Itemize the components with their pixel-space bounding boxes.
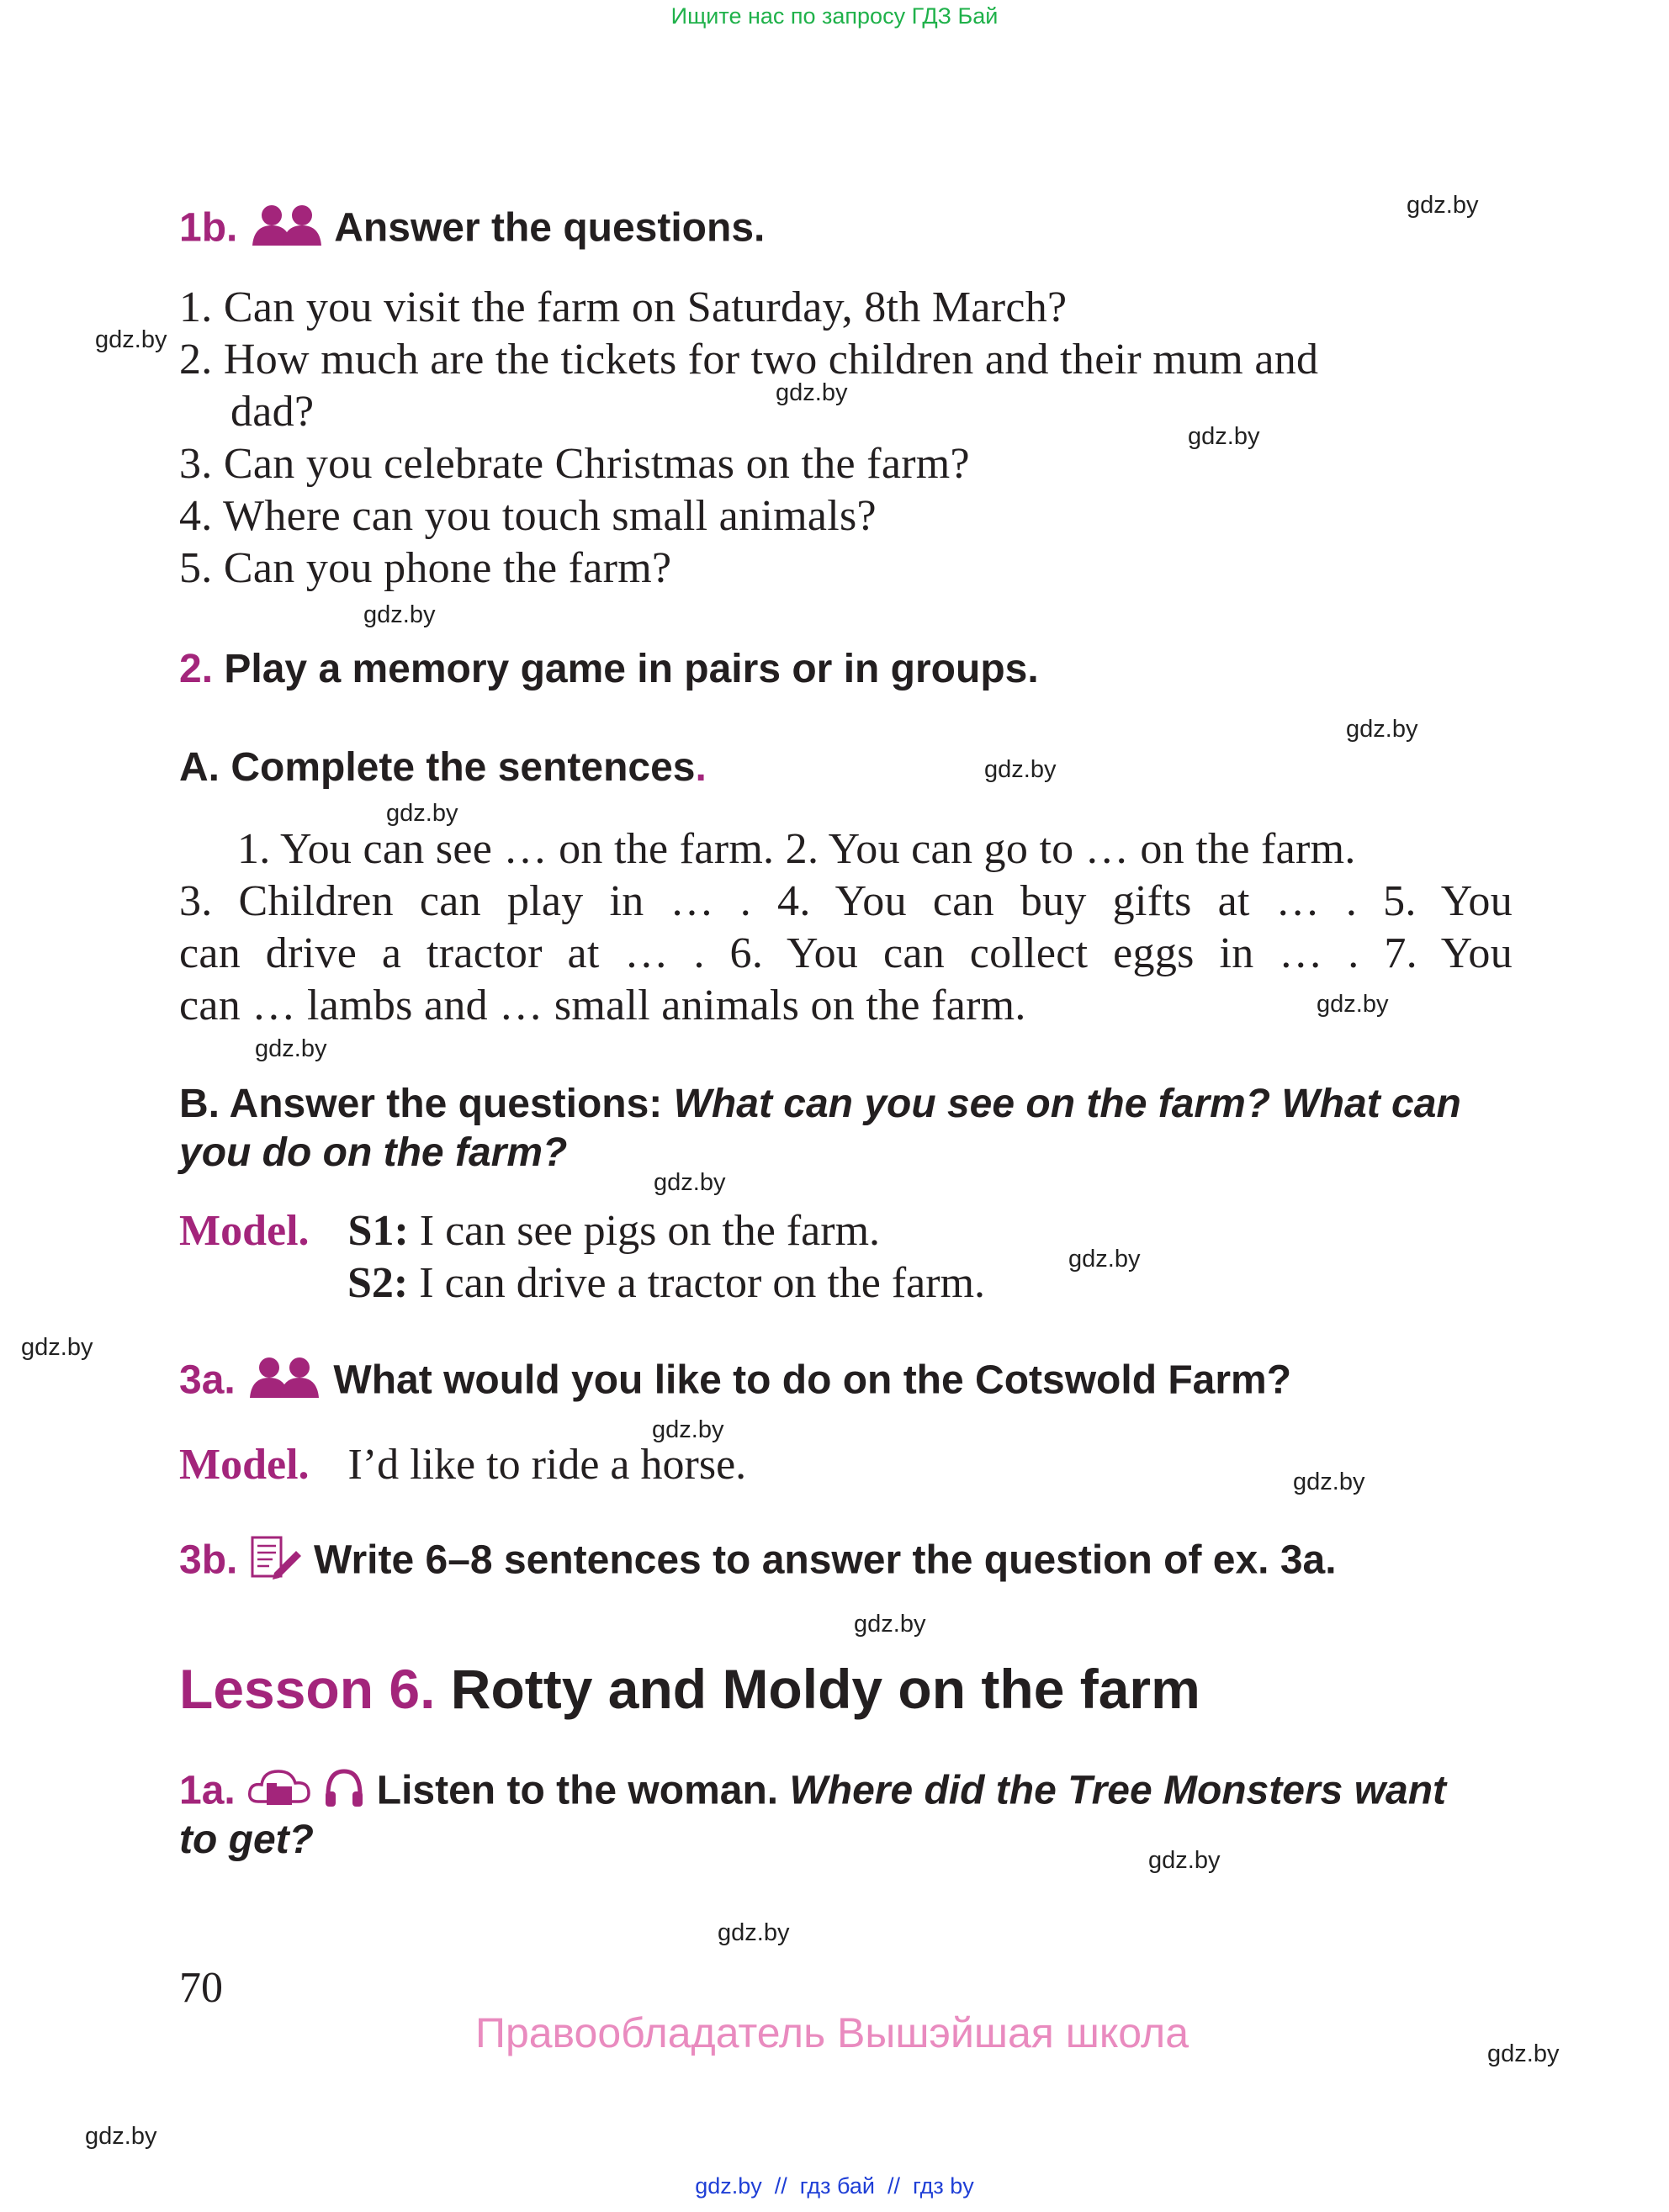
ex1b-title: Answer the questions. xyxy=(334,205,766,251)
ex2-model-s1 xyxy=(179,1206,880,1256)
ex3a-title: What would you like to do on the Cotswold Farm? xyxy=(333,1357,1292,1403)
watermark: gdz.by xyxy=(1148,1847,1221,1874)
lesson-label: Lesson 6. xyxy=(179,1658,436,1720)
footer-links[interactable]: gdz.by // гдз бай // гдз by xyxy=(695,2173,974,2199)
ex1b-question-5: 5. Can you phone the farm? xyxy=(179,544,672,592)
ex1a-heading xyxy=(179,1765,1446,1822)
ex2-part-b-line-1 xyxy=(179,1081,1461,1127)
top-banner[interactable]: Ищите нас по запросу ГДЗ Бай xyxy=(670,3,999,29)
ex2-part-a-line-4: can … lambs and … small animals on the farm. xyxy=(179,982,1026,1029)
watermark: gdz.by xyxy=(1188,423,1260,450)
s2-label: S2: xyxy=(347,1259,409,1307)
watermark: gdz.by xyxy=(255,1035,327,1062)
part-b-prefix: B. Answer the questions: xyxy=(179,1082,674,1126)
ex3b-number: 3b. xyxy=(179,1537,238,1583)
ex1b-question-2-cont: dad? xyxy=(230,388,315,436)
ex3b-title: Write 6–8 sentences to answer the question of ex. 3a. xyxy=(314,1537,1337,1583)
ex1a-text: Listen to the woman. xyxy=(376,1768,790,1813)
ex2-part-a-line-2 xyxy=(179,876,1513,926)
model-label: Model. xyxy=(179,1207,310,1255)
watermark: gdz.by xyxy=(718,1919,790,1946)
s1-label: S1: xyxy=(347,1207,409,1255)
ex2-part-a-title xyxy=(179,744,707,791)
page-number: 70 xyxy=(179,1964,223,2012)
ex2-heading xyxy=(179,646,1039,692)
watermark: gdz.by xyxy=(1487,2040,1560,2067)
watermark: gdz.by xyxy=(1407,192,1479,219)
part-a-title-text: A. Complete the sentences xyxy=(179,745,696,790)
lesson-title-text: Rotty and Moldy on the farm xyxy=(435,1658,1200,1720)
s1-text: I can see pigs on the farm. xyxy=(408,1207,881,1255)
watermark: gdz.by xyxy=(363,601,436,628)
watermark: gdz.by xyxy=(1346,716,1418,743)
ex2-part-b-line-2: you do on the farm? xyxy=(179,1130,568,1175)
ex3a-heading xyxy=(179,1356,1291,1410)
watermark: gdz.by xyxy=(386,800,458,827)
watermark: gdz.by xyxy=(85,2123,157,2150)
ex1b-heading xyxy=(179,204,765,257)
lesson-title xyxy=(179,1657,1200,1721)
watermark: gdz.by xyxy=(654,1169,726,1196)
cloud-folder-icon xyxy=(246,1765,312,1822)
watermark: gdz.by xyxy=(21,1334,93,1361)
watermark: gdz.by xyxy=(95,326,167,353)
model-label: Model. xyxy=(179,1441,310,1489)
ex2-title: Play a memory game in pairs or in groups. xyxy=(224,647,1039,691)
ex1b-question-4: 4. Where can you touch small animals? xyxy=(179,492,877,540)
pair-work-icon xyxy=(249,204,325,257)
copyright-notice: Правообладатель Вышэйшая школа xyxy=(475,2009,1189,2056)
ex3a-model-text: I’d like to ride a horse. xyxy=(347,1441,747,1489)
ex1b-question-2: 2. How much are the tickets for two children and their mum and xyxy=(179,336,1319,384)
ex1a-number: 1a. xyxy=(179,1768,236,1813)
part-a-line-3-text: can drive a tractor at … . 6. You can collect eggs in … . 7. You xyxy=(179,929,1513,977)
part-a-title-dot: . xyxy=(695,745,707,790)
writing-icon xyxy=(249,1536,303,1590)
s2-text: I can drive a tractor on the farm. xyxy=(408,1259,986,1307)
part-b-question-1: What can you see on the farm? What can xyxy=(673,1082,1461,1126)
ex3b-heading xyxy=(179,1536,1337,1590)
ex2-number: 2. xyxy=(179,647,214,691)
headphones-icon xyxy=(323,1766,365,1820)
watermark: gdz.by xyxy=(1317,991,1389,1018)
ex1b-question-3: 3. Can you celebrate Christmas on the farm? xyxy=(179,440,970,488)
watermark: gdz.by xyxy=(1293,1468,1365,1495)
ex1a-question-line-2: to get? xyxy=(179,1818,314,1862)
ex2-part-a-line-1: 1. You can see … on the farm. 2. You can go to … on the farm. xyxy=(237,825,1356,873)
ex3a-number: 3a. xyxy=(179,1357,236,1403)
ex1b-number: 1b. xyxy=(179,205,238,251)
ex3a-model xyxy=(179,1440,746,1490)
pair-work-icon xyxy=(246,1356,322,1410)
part-a-line-2-text: 3. Children can play in … . 4. You can buy gifts at … . 5. You xyxy=(179,877,1513,925)
watermark: gdz.by xyxy=(984,756,1057,783)
watermark: gdz.by xyxy=(776,379,848,406)
ex2-model-s2 xyxy=(347,1258,985,1308)
watermark: gdz.by xyxy=(1068,1246,1141,1273)
watermark: gdz.by xyxy=(854,1611,926,1638)
ex1b-question-1: 1. Can you visit the farm on Saturday, 8th March? xyxy=(179,283,1068,331)
watermark: gdz.by xyxy=(652,1416,724,1443)
ex1a-question-line-1: Where did the Tree Monsters want xyxy=(789,1768,1447,1813)
ex2-part-a-line-3 xyxy=(179,929,1513,978)
